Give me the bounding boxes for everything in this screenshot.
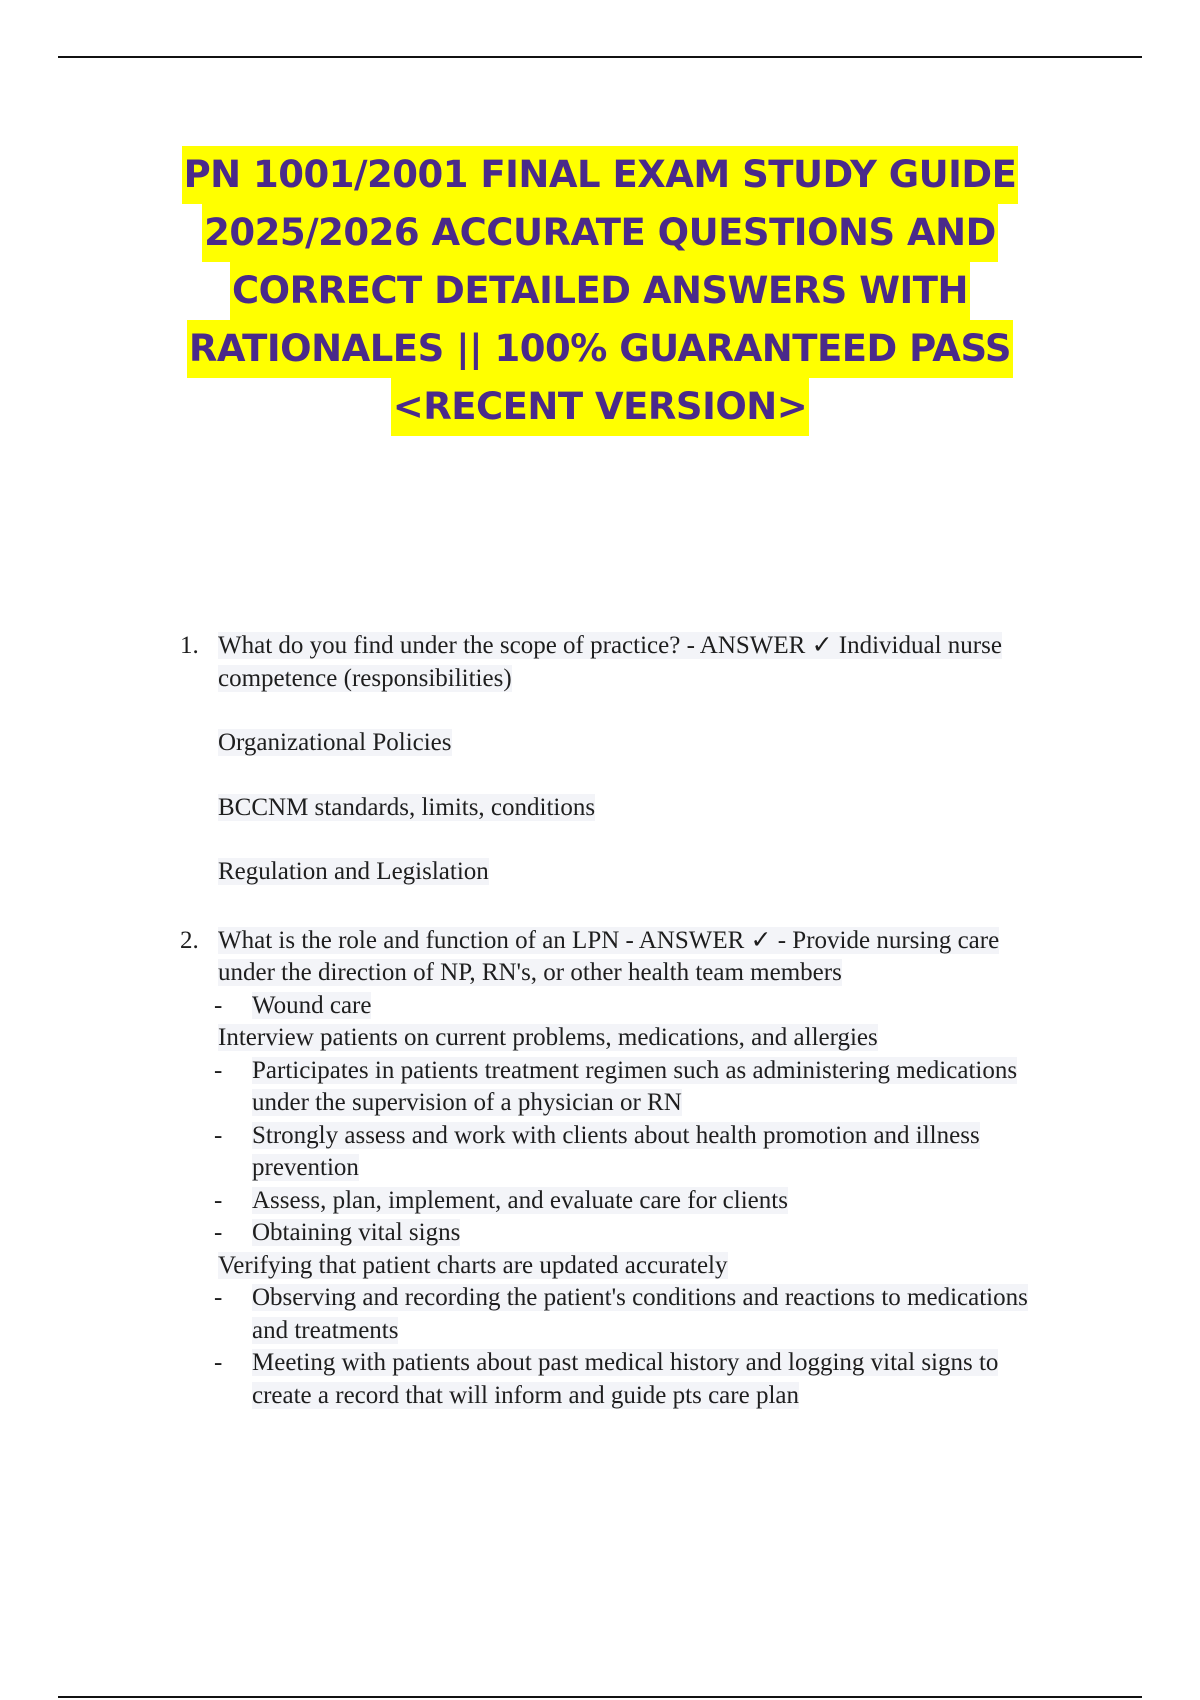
question-2 [180, 925, 1060, 990]
list-item-text: Wound care [252, 991, 372, 1019]
bullet-dash: - [214, 1186, 223, 1214]
list-item-text: Observing and recording the patient's conditions and reactions to medications and treatments [252, 1284, 1028, 1344]
bullet-dash: - [214, 1121, 223, 1149]
list-item [180, 1217, 1060, 1250]
list-item [180, 1055, 1060, 1120]
question-number: 2. [180, 926, 199, 954]
list-item [180, 1282, 1060, 1347]
top-rule [58, 56, 1142, 58]
list-item-text: Strongly assess and work with clients about health promotion and illness prevention [252, 1121, 980, 1181]
list-item-text: Assess, plan, implement, and evaluate care for clients [252, 1186, 788, 1214]
answer-paragraph: Organizational Policies [218, 729, 452, 756]
title-line-3: CORRECT DETAILED ANSWERS WITH [230, 262, 970, 320]
answer-paragraph: Regulation and Legislation [218, 858, 489, 885]
title-line-2: 2025/2026 ACCURATE QUESTIONS AND [202, 204, 998, 262]
list-item-text: Obtaining vital signs [252, 1219, 461, 1246]
bullet-dash: - [214, 1056, 223, 1084]
list-item [180, 990, 1060, 1023]
question-1 [180, 630, 1060, 889]
answer-paragraph: BCCNM standards, limits, conditions [218, 793, 596, 821]
bullet-dash: - [214, 1219, 223, 1246]
document-title [100, 146, 1100, 436]
answer-line-text: Interview patients on current problems, medications, and allergies [218, 1024, 878, 1051]
list-item [180, 1185, 1060, 1218]
bullet-dash: - [214, 1284, 223, 1311]
question-text: What is the role and function of an LPN - ANSWER ✓ - Provide nursing care under the direction of NP, RN's, or other health team members [218, 926, 1000, 986]
bullet-dash: - [214, 1349, 223, 1376]
answer-line-text: Verifying that patient charts are updated accurately [218, 1251, 728, 1279]
title-line-1: PN 1001/2001 FINAL EXAM STUDY GUIDE [182, 146, 1019, 204]
question-list [180, 630, 1060, 1412]
answer-line [180, 1022, 1060, 1055]
bullet-dash: - [214, 991, 223, 1019]
list-item [180, 1120, 1060, 1185]
list-item-text: Meeting with patients about past medical history and logging vital signs to create a record that will inform and guide pts care plan [252, 1349, 999, 1409]
list-item-text: Participates in patients treatment regimen such as administering medications under the supervision of a physician or RN [252, 1056, 1018, 1116]
bottom-rule [58, 1696, 1142, 1698]
list-item [180, 1347, 1060, 1412]
answer-line [180, 1250, 1060, 1283]
title-line-4: RATIONALES || 100% GUARANTEED PASS [187, 320, 1013, 378]
question-text: What do you find under the scope of practice? - ANSWER ✓ Individual nurse competence (responsibilities) [218, 632, 1002, 692]
title-line-5: <RECENT VERSION> [391, 378, 810, 436]
question-number: 1. [180, 632, 199, 659]
